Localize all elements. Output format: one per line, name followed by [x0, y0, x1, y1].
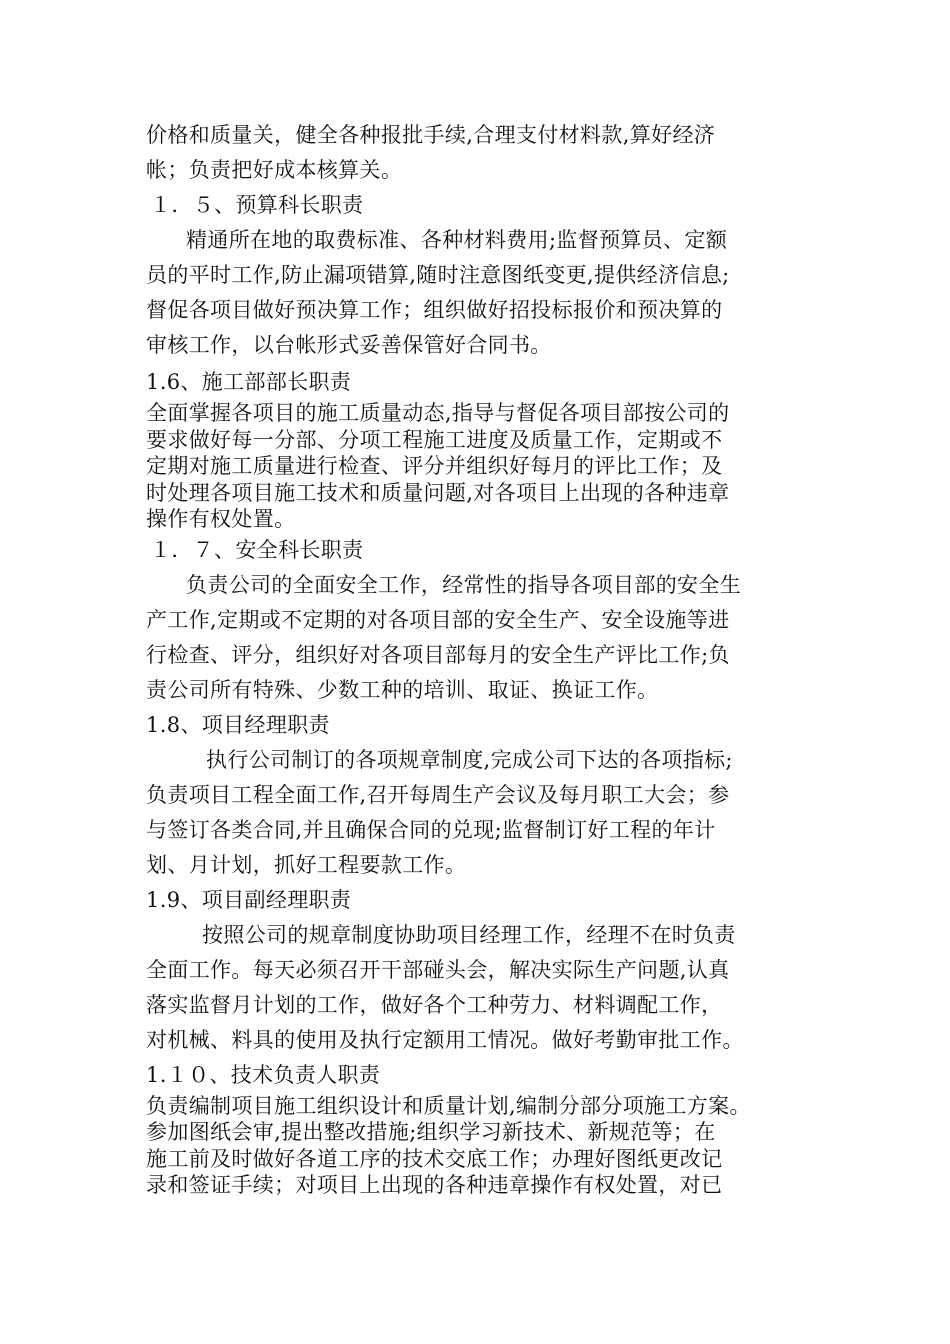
paragraph-first-line: 按照公司的规章制度协助项目经理工作，经理不在时负责 — [202, 922, 736, 947]
text-line: 帐；负责把好成本核算关。 — [146, 158, 403, 182]
text-line: 全面掌握各项目的施工质量动态,指导与督促各项目部按公司的 — [146, 401, 730, 425]
text-line: 产工作,定期或不定期的对各项目部的安全生产、安全设施等进 — [146, 607, 730, 632]
text-line: 全面工作。每天必须召开干部碰头会，解决实际生产问题,认真 — [146, 957, 730, 982]
text-line: 责公司所有特殊、少数工种的培训、取证、换证工作。 — [146, 677, 659, 702]
text-line: 督促各项目做好预决算工作；组织做好招投标报价和预决算的 — [146, 298, 723, 322]
section-heading: １．５、预算科长职责 — [150, 193, 364, 217]
text-line: 行检查、评分，组织好对各项目部每月的安全生产评比工作;负 — [146, 642, 730, 667]
paragraph-first-line: 负责公司的全面安全工作，经常性的指导各项目部的安全生 — [186, 572, 742, 597]
text-line: 划、月计划，抓好工程要款工作。 — [146, 852, 467, 877]
text-line: 负责编制项目施工组织设计和质量计划,编制分部分项施工方案。 — [146, 1093, 751, 1118]
section-heading: １．７、安全科长职责 — [150, 537, 364, 562]
text-line: 要求做好每一分部、分项工程施工进度及质量工作，定期或不 — [146, 427, 723, 452]
text-line: 对机械、料具的使用及执行定额用工情况。做好考勤审批工作。 — [146, 1027, 744, 1052]
section-heading: 1.6、施工部部长职责 — [146, 370, 352, 394]
text-line: 操作有权处置。 — [146, 507, 296, 531]
text-line: 价格和质量关，健全各种报批手续,合理支付材料款,算好经济 — [146, 123, 716, 147]
text-line: 施工前及时做好各道工序的技术交底工作；办理好图纸更改记 — [146, 1146, 723, 1171]
section-heading: 1.8、项目经理职责 — [146, 712, 330, 737]
text-line: 负责项目工程全面工作,召开每周生产会议及每月职工大会；参 — [146, 782, 730, 807]
paragraph-first-line: 精通所在地的取费标准、各种材料费用;监督预算员、定额 — [186, 228, 728, 252]
text-line: 员的平时工作,防止漏项错算,随时注意图纸变更,提供经济信息; — [146, 263, 730, 287]
text-line: 时处理各项目施工技术和质量问题,对各项目上出现的各种违章 — [146, 480, 730, 505]
text-line: 与签订各类合同,并且确保合同的兑现;监督制订好工程的年计 — [146, 817, 716, 842]
document-page — [146, 118, 816, 1199]
text-line: 参加图纸会审,提出整改措施;组织学习新技术、新规范等；在 — [146, 1120, 716, 1144]
text-line: 审核工作，以台帐形式妥善保管好合同书。 — [146, 333, 552, 357]
text-line: 落实监督月计划的工作，做好各个工种劳力、材料调配工作， — [146, 992, 723, 1017]
paragraph-first-line: 执行公司制订的各项规章制度,完成公司下达的各项指标; — [206, 747, 733, 772]
section-heading: 1.１０、技术负责人职责 — [146, 1062, 381, 1087]
text-line: 定期对施工质量进行检查、评分并组织好每月的评比工作；及 — [146, 454, 723, 478]
text-line: 录和签证手续；对项目上出现的各种违章操作有权处置，对已 — [146, 1173, 723, 1197]
section-heading: 1.9、项目副经理职责 — [146, 887, 352, 912]
